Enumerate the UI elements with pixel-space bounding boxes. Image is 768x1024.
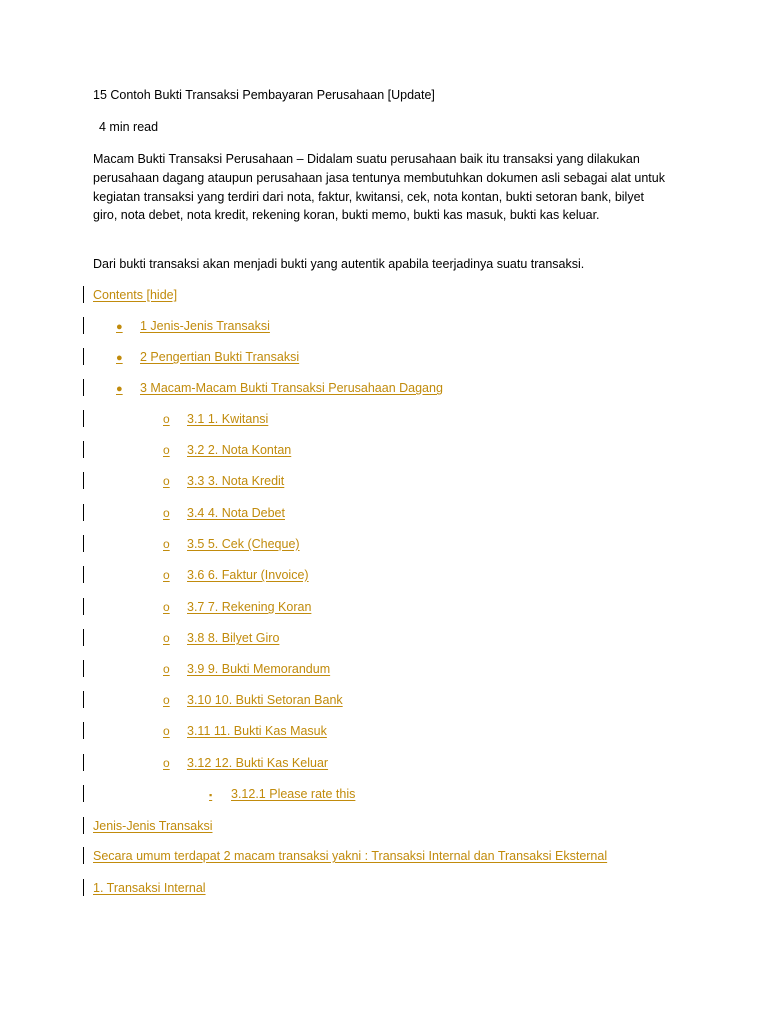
toc-item-bukti-kas-keluar[interactable]: [163, 755, 328, 771]
toc-margin-bar: [83, 379, 84, 396]
toc-item-label: 3.9 9. Bukti Memorandum: [187, 662, 331, 676]
second-paragraph: Dari bukti transaksi akan menjadi bukti yang autentik apabila teerjadinya suatu transaksi.: [93, 257, 585, 271]
bullet-circle-icon: o: [163, 412, 170, 426]
section-summary-link[interactable]: Secara umum terdapat 2 macam transaksi yakni : Transaksi Internal dan Transaksi Eksternal: [93, 849, 608, 863]
bullet-circle-icon: o: [163, 600, 170, 614]
toc-margin-bar: [83, 691, 84, 708]
section-subheading-transaksi-internal[interactable]: 1. Transaksi Internal: [93, 881, 206, 895]
toc-item-kwitansi[interactable]: [163, 411, 268, 427]
toc-margin-bar: [83, 317, 84, 334]
bullet-circle-icon: o: [163, 568, 170, 582]
toc-item-label: 3.5 5. Cek (Cheque): [187, 537, 300, 551]
toc-item-please-rate-this[interactable]: [209, 786, 355, 803]
toc-item-label: 3.1 1. Kwitansi: [187, 412, 269, 426]
section-margin-bar: [83, 847, 84, 864]
toc-margin-bar: [83, 598, 84, 615]
bullet-circle-icon: o: [163, 537, 170, 551]
toc-margin-bar: [83, 566, 84, 583]
bullet-circle-icon: o: [163, 724, 170, 738]
toc-item-bilyet-giro[interactable]: [163, 630, 279, 646]
toc-item-label: 3.6 6. Faktur (Invoice): [187, 568, 309, 582]
toc-item-label: 3.7 7. Rekening Koran: [187, 600, 312, 614]
read-time: 4 min read: [99, 120, 159, 134]
toc-item-bukti-setoran-bank[interactable]: [163, 692, 343, 708]
toc-margin-bar: [83, 348, 84, 365]
toc-margin-bar: [83, 504, 84, 521]
intro-paragraph: Macam Bukti Transaksi Perusahaan – Didalam suatu perusahaan baik itu transaksi yang dilakukan perusahaan dagang ataupun perusahaan jasa tentunya membutuhkan dokumen asli sebagai alat untuk kegiatan transaksi yang terdiri dari nota, faktur, kwitansi, cek, nota kontan, bukti setoran bank, bilyet giro, nota debet, nota kredit, rekening koran, bukti memo, bukti kas masuk, bukti kas keluar.: [93, 152, 665, 223]
bullet-dot-icon: ●: [116, 352, 123, 364]
bullet-circle-icon: o: [163, 662, 170, 676]
toc-item-rekening-koran[interactable]: [163, 599, 311, 615]
section-margin-bar: [83, 879, 84, 896]
toc-margin-bar: [83, 441, 84, 458]
toc-item-label: 3.12 12. Bukti Kas Keluar: [187, 756, 329, 770]
bullet-circle-icon: o: [163, 693, 170, 707]
toc-item-nota-kontan[interactable]: [163, 442, 291, 458]
bullet-circle-icon: o: [163, 443, 170, 457]
bullet-circle-icon: o: [163, 756, 170, 770]
toc-margin-bar: [83, 785, 84, 802]
toc-item-label: 3.2 2. Nota Kontan: [187, 443, 292, 457]
toc-margin-bar: [83, 629, 84, 646]
toc-item-cek[interactable]: [163, 536, 300, 552]
toc-item-label: 3 Macam-Macam Bukti Transaksi Perusahaan Dagang: [140, 381, 443, 395]
toc-item-label: 3.12.1 Please rate this: [231, 787, 356, 801]
toc-item-label: 3.10 10. Bukti Setoran Bank: [187, 693, 343, 707]
toc-margin-bar: [83, 660, 84, 677]
bullet-dot-icon: ●: [116, 321, 123, 333]
toc-item-bukti-memorandum[interactable]: [163, 661, 330, 677]
section-margin-bar: [83, 817, 84, 834]
toc-item-jenis-jenis-transaksi[interactable]: [116, 318, 270, 335]
toc-item-pengertian-bukti-transaksi[interactable]: [116, 349, 299, 366]
bullet-dot-icon: ●: [116, 383, 123, 395]
bullet-circle-icon: o: [163, 631, 170, 645]
toc-item-label: 3.11 11. Bukti Kas Masuk: [187, 724, 327, 738]
toc-margin-bar: [83, 410, 84, 427]
bullet-circle-icon: o: [163, 474, 170, 488]
toc-item-nota-kredit[interactable]: [163, 473, 284, 489]
toc-item-label: 3.8 8. Bilyet Giro: [187, 631, 280, 645]
toc-item-nota-debet[interactable]: [163, 505, 285, 521]
toc-item-label: 1 Jenis-Jenis Transaksi: [140, 319, 270, 333]
toc-header-link[interactable]: Contents [hide]: [93, 288, 178, 302]
document-title: 15 Contoh Bukti Transaksi Pembayaran Perusahaan [Update]: [93, 88, 435, 102]
bullet-square-icon: ▪: [209, 790, 213, 800]
toc-margin-bar: [83, 722, 84, 739]
toc-margin-bar: [83, 535, 84, 552]
toc-item-label: 3.3 3. Nota Kredit: [187, 474, 285, 488]
toc-item-faktur[interactable]: [163, 567, 309, 583]
toc-margin-bar: [83, 754, 84, 771]
toc-item-label: 3.4 4. Nota Debet: [187, 506, 285, 520]
section-heading-jenis-jenis-transaksi[interactable]: Jenis-Jenis Transaksi: [93, 819, 213, 833]
toc-margin-bar: [83, 472, 84, 489]
bullet-circle-icon: o: [163, 506, 170, 520]
toc-margin-bar: [83, 286, 84, 303]
toc-item-bukti-kas-masuk[interactable]: [163, 723, 327, 739]
toc-item-macam-macam-bukti-transaksi[interactable]: [116, 380, 443, 397]
toc-item-label: 2 Pengertian Bukti Transaksi: [140, 350, 300, 364]
